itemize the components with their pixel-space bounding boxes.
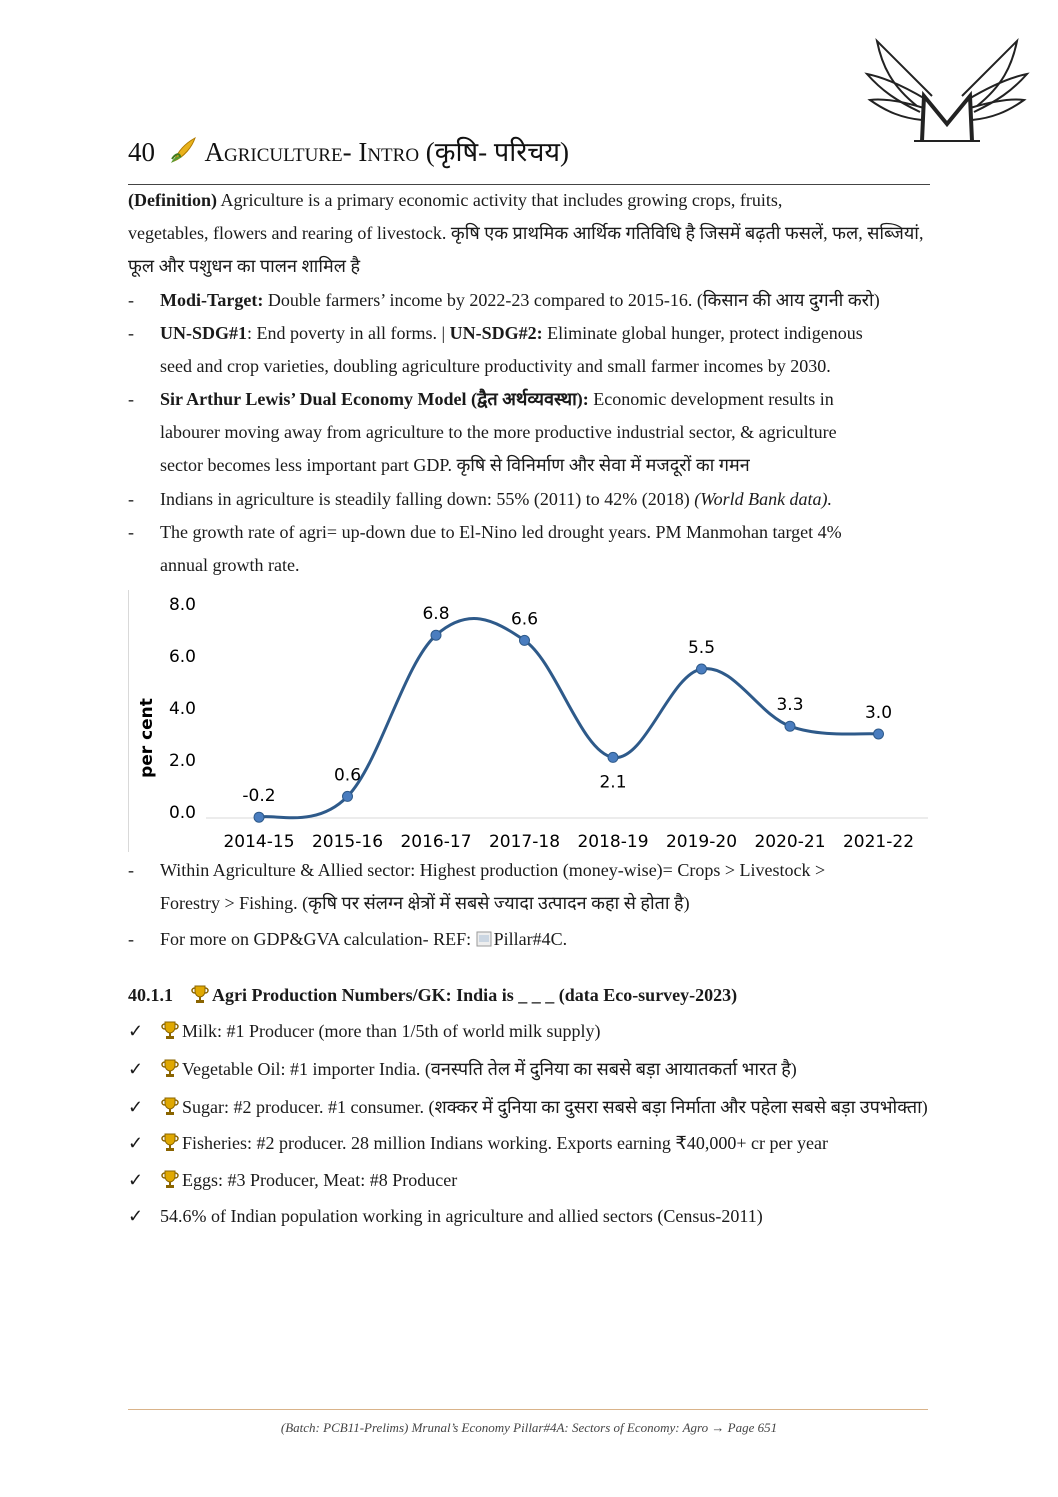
section-title-hindi: (कृषि- परिचय) — [425, 137, 570, 167]
x-tick-label: 2020-21 — [754, 832, 826, 852]
x-tick-label: 2018-19 — [577, 832, 649, 852]
footer-rule — [128, 1409, 928, 1410]
bullet-text: Within Agriculture & Allied sector: Highest production (money-wise)= Crops > Livestock > — [160, 860, 826, 880]
section-number: 40 — [128, 137, 155, 167]
trophy-icon — [160, 1132, 180, 1152]
bullet-dash: - — [128, 389, 134, 409]
check-text: Milk: #1 Producer (more than 1/5th of world milk supply) — [182, 1021, 601, 1041]
checkmark-icon: ✓ — [128, 1097, 144, 1117]
check-item — [128, 1020, 600, 1042]
bullet-dash: - — [128, 860, 134, 880]
bullet-source: (World Bank data). — [694, 489, 833, 509]
x-tick-label: 2017-18 — [488, 832, 561, 852]
y-tick-label: 2.0 — [168, 751, 196, 771]
page-footer: (Batch: PCB11-Prelims) Mrunal’s Economy Pillar#4A: Sectors of Economy: Agro → Page 651 — [280, 1420, 778, 1435]
bullet-dash: - — [128, 290, 134, 310]
check-item — [128, 1169, 457, 1191]
subsection-title: Agri Production Numbers/GK: India is _ _ _ (data Eco-survey-2023) — [212, 985, 738, 1005]
checkmark-icon: ✓ — [128, 1059, 144, 1079]
bullet-label: Sir Arthur Lewis’ Dual Economy Model (द्वैत अर्थव्यवस्था): — [160, 389, 589, 409]
checkmark-icon: ✓ — [128, 1206, 144, 1226]
data-point — [343, 791, 353, 801]
trophy-icon — [190, 984, 210, 1004]
data-label: 3.0 — [864, 703, 893, 723]
bullet-text: The growth rate of agri= up-down due to El-Nino led drought years. PM Manmohan target 4% — [160, 522, 842, 542]
check-item — [128, 1132, 828, 1154]
bullet-text: labourer moving away from agriculture to the more productive industrial sector, & agriculture — [160, 422, 837, 442]
trophy-icon — [160, 1020, 180, 1040]
x-tick-label: 2015-16 — [311, 832, 384, 852]
data-point — [608, 752, 618, 762]
trophy-icon — [160, 1058, 180, 1078]
data-point — [785, 721, 795, 731]
check-item — [128, 1057, 797, 1081]
checkmark-icon: ✓ — [128, 1021, 144, 1041]
bullet-dash: - — [128, 323, 134, 343]
trophy-icon — [160, 1169, 180, 1189]
bullet-text: Forestry > Fishing. (कृषि पर संलग्न क्षेत्रों में सबसे ज्यादा उत्पादन कहा से होता है) — [160, 893, 690, 913]
data-point — [254, 812, 264, 822]
subsection-number: 40.1.1 — [128, 985, 173, 1005]
checkmark-icon: ✓ — [128, 1133, 144, 1153]
bullet-label: Modi-Target: — [160, 290, 264, 310]
data-label: 0.6 — [333, 765, 362, 786]
pillar-4c-link[interactable]: Pillar#4C. — [493, 929, 568, 949]
bullet-text: For more on GDP&GVA calculation- REF: — [160, 929, 476, 949]
bullet-label: UN-SDG#2: — [449, 323, 543, 343]
definition-paragraph — [128, 184, 928, 283]
check-text: 54.6% of Indian population working in agriculture and allied sectors (Census-2011) — [160, 1206, 763, 1226]
bullet-dash: - — [128, 929, 134, 949]
data-label: 6.6 — [510, 609, 539, 630]
y-tick-label: 4.0 — [168, 699, 196, 719]
data-point — [431, 630, 441, 640]
bullet-text: Double farmers’ income by 2022-23 compared to 2015-16. (किसान की आय दुगनी करो) — [263, 290, 880, 310]
check-item — [128, 1095, 928, 1119]
x-tick-label: 2016-17 — [400, 832, 472, 852]
trophy-icon — [160, 1096, 180, 1116]
definition-line-3: फूल और पशुधन का पालन शामिल है — [128, 256, 361, 276]
data-point — [697, 664, 707, 674]
definition-line-1: Agriculture is a primary economic activity that includes growing crops, fruits, — [217, 190, 783, 210]
definition-label: (Definition) — [128, 190, 217, 210]
data-point — [874, 729, 884, 739]
bullet-text: Economic development results in — [588, 389, 834, 409]
definition-line-2: vegetables, flowers and rearing of livestock. कृषि एक प्राथमिक आर्थिक गतिविधि है जिसमें बढ़ती फसलें, फल, सब्जियां, — [128, 223, 924, 243]
check-text: Eggs: #3 Producer, Meat: #8 Producer — [182, 1170, 458, 1190]
data-label: -0.2 — [242, 786, 276, 807]
y-tick-label: 0.0 — [168, 803, 196, 823]
bullet-text: : End poverty in all forms. | — [247, 323, 450, 343]
data-label: 6.8 — [422, 604, 450, 625]
check-item — [128, 1206, 763, 1227]
x-tick-label: 2014-15 — [223, 832, 295, 852]
section-title: Agriculture- Intro — [204, 137, 420, 167]
series-line — [259, 619, 879, 818]
check-text: Vegetable Oil: #1 importer India. (वनस्पति तेल में दुनिया का सबसे बड़ा आयातकर्ता भारत है) — [182, 1059, 797, 1079]
bullet-label: UN-SDG#1 — [160, 323, 248, 343]
checkmark-icon: ✓ — [128, 1170, 144, 1190]
section-heading — [128, 132, 569, 169]
x-tick-label: 2021-22 — [842, 832, 915, 852]
agri-growth-chart — [128, 590, 928, 852]
brand-logo — [862, 36, 1032, 148]
bullet-dash: - — [128, 522, 134, 542]
check-text: Sugar: #2 producer. #1 consumer. (शक्कर में दुनिया का दुसरा सबसे बड़ा निर्माता और पहेला सबसे बड़ा उपभोक्ता) — [182, 1097, 928, 1117]
data-label: 5.5 — [687, 638, 716, 658]
bullet-text: Indians in agriculture is steadily falling down: 55% (2011) to 42% (2018) — [160, 489, 695, 509]
y-tick-label: 8.0 — [168, 595, 196, 615]
data-label: 2.1 — [599, 772, 627, 793]
y-axis-label: per cent — [137, 698, 157, 778]
data-label: 3.3 — [776, 695, 804, 716]
data-point — [520, 635, 530, 645]
bullet-text: seed and crop varieties, doubling agriculture productivity and small farmer incomes by 2030. — [160, 356, 831, 376]
subsection-heading — [128, 984, 737, 1006]
corn-icon — [168, 135, 198, 165]
document-icon — [476, 931, 492, 947]
bullet-dash: - — [128, 489, 134, 509]
y-tick-label: 6.0 — [168, 647, 196, 667]
bullet-text: Eliminate global hunger, protect indigenous — [542, 323, 863, 343]
bullet-text: sector becomes less important part GDP. कृषि से विनिर्माण और सेवा में मजदूरों का गमन — [160, 455, 750, 475]
check-text: Fisheries: #2 producer. 28 million Indians working. Exports earning ₹40,000+ cr per year — [182, 1133, 828, 1153]
x-tick-label: 2019-20 — [665, 832, 738, 852]
bullet-text: annual growth rate. — [160, 555, 300, 575]
